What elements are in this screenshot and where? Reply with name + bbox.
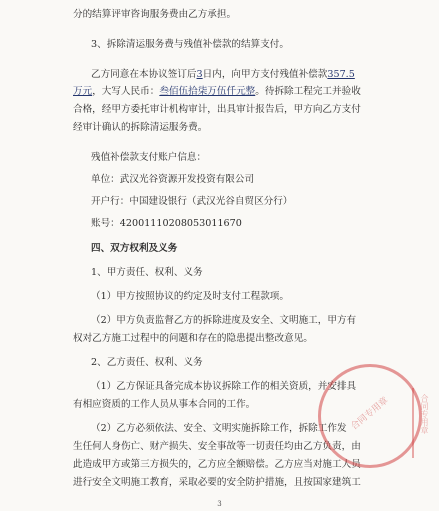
text-segment: 万元 bbox=[73, 86, 93, 97]
text-line-l7: 残值补偿款支付账户信息： bbox=[91, 152, 207, 163]
text-line-l11: 四、双方权利及义务 bbox=[91, 243, 178, 254]
text-segment: 乙方同意在本协议签订后 bbox=[91, 69, 197, 80]
side-seal-stamp bbox=[412, 388, 439, 458]
text-segment: ，大写人民币： bbox=[92, 86, 160, 97]
text-line-l21: 此造成甲方或第三方损失的，乙方应全额赔偿。乙方应当对施工人员 bbox=[73, 459, 361, 470]
text-line-l1: 分的结算评审咨询服务费由乙方承担。 bbox=[73, 9, 237, 20]
text-line-l8: 单位：武汉光谷资源开发投资有限公司 bbox=[91, 174, 255, 185]
company-seal-stamp bbox=[318, 364, 422, 468]
text-line-l19: （2）乙方必须依法、安全、文明实施拆除工作，拆除工作发 bbox=[91, 423, 347, 434]
text-line-l5: 合格，经甲方委托审计机构审计，出具审计报告后，甲方向乙方支付 bbox=[73, 104, 361, 115]
text-line-l18: 有相应资质的工作人员从事本合同的工作。 bbox=[73, 399, 256, 410]
text-line-l14: （2）甲方负责监督乙方的拆除进度及安全、文明施工，甲方有 bbox=[91, 315, 357, 326]
text-line-l10: 账号：42001110208053011670 bbox=[91, 218, 242, 229]
text-line-l6: 经审计确认的拆除清运服务费。 bbox=[73, 122, 208, 133]
text-line-l9: 开户行：中国建设银行（武汉光谷自贸区分行） bbox=[91, 196, 293, 207]
text-segment: 叁佰伍拾柒万伍仟元整 bbox=[159, 86, 256, 97]
text-line-l15: 权对乙方施工过程中的问题和存在的隐患提出整改意见。 bbox=[73, 333, 313, 344]
text-line-l2: 3、拆除清运服务费与残值补偿款的结算支付。 bbox=[91, 39, 289, 50]
page-number: 3 bbox=[217, 500, 222, 508]
text-line-l4 bbox=[73, 85, 361, 99]
side-seal-text: 合同专用章 bbox=[420, 394, 429, 434]
text-segment: 日内，向甲方支付残值补偿款 bbox=[202, 69, 328, 80]
text-segment: 3 bbox=[196, 69, 203, 80]
text-line-l20: 生任何人身伤亡、财产损失、安全事故等一切责任均由乙方负责，由 bbox=[73, 441, 361, 452]
text-line-l13: （1）甲方按照协议的约定及时支付工程款项。 bbox=[91, 291, 289, 302]
seal-text: 合同专用章 bbox=[349, 395, 391, 433]
text-line-l16: 2、乙方责任、权利、义务 bbox=[91, 357, 203, 368]
text-line-l12: 1、甲方责任、权利、义务 bbox=[91, 267, 203, 278]
text-line-l3 bbox=[91, 68, 355, 82]
text-line-l22: 进行安全文明施工教育，采取必要的安全防护措施，且按国家建筑工 bbox=[73, 477, 361, 488]
text-segment: 。待拆除工程完工并验收 bbox=[255, 86, 361, 97]
text-segment: 357.5 bbox=[327, 69, 355, 80]
text-line-l17: （1）乙方保证具备完成本协议拆除工作的相关资质，并安排具 bbox=[91, 381, 357, 392]
